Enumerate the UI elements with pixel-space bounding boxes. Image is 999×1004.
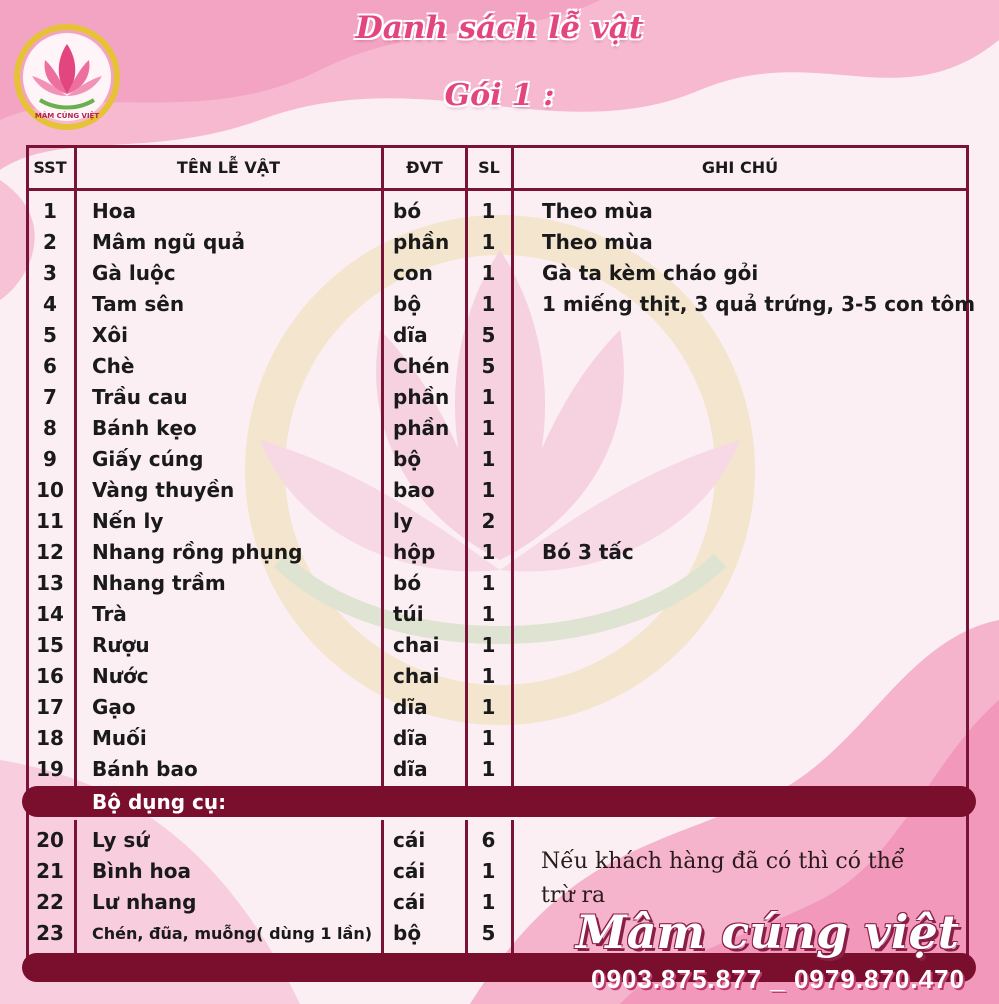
header-note: GHI CHÚ bbox=[701, 157, 779, 177]
item-unit: phần bbox=[393, 416, 450, 440]
item-number: 18 bbox=[36, 726, 64, 750]
header-name: TÊN LỄ VẬT bbox=[176, 157, 281, 177]
item-name: Gạo bbox=[92, 695, 136, 719]
item-number: 11 bbox=[36, 509, 64, 533]
item-number: 12 bbox=[36, 540, 64, 564]
item-quantity: 5 bbox=[481, 354, 496, 378]
item-unit: hộp bbox=[393, 540, 436, 564]
item-number: 3 bbox=[43, 261, 57, 285]
item-quantity: 1 bbox=[481, 695, 496, 719]
item-quantity: 1 bbox=[481, 726, 496, 750]
item-number: 9 bbox=[43, 447, 57, 471]
item-quantity: 1 bbox=[481, 447, 496, 471]
tools-section-title: Bộ dụng cụ: bbox=[92, 790, 227, 814]
item-quantity: 1 bbox=[481, 478, 496, 502]
item-unit: dĩa bbox=[393, 695, 428, 719]
item-number: 1 bbox=[43, 199, 57, 223]
item-number: 21 bbox=[36, 859, 64, 883]
table-row bbox=[26, 195, 969, 226]
item-name: Bình hoa bbox=[92, 859, 192, 883]
brand-name: Mâm cúng việt bbox=[575, 905, 959, 959]
item-number: 2 bbox=[43, 230, 57, 254]
item-number: 16 bbox=[36, 664, 64, 688]
item-quantity: 1 bbox=[481, 757, 496, 781]
item-quantity: 1 bbox=[481, 199, 496, 223]
item-unit: cái bbox=[393, 859, 426, 883]
item-quantity: 1 bbox=[481, 540, 496, 564]
item-number: 17 bbox=[36, 695, 64, 719]
item-name: Lư nhang bbox=[92, 890, 197, 914]
table-row bbox=[26, 381, 969, 412]
item-unit: cái bbox=[393, 828, 426, 852]
item-quantity: 6 bbox=[481, 828, 496, 852]
header-unit: ĐVT bbox=[406, 157, 443, 177]
item-unit: dĩa bbox=[393, 757, 428, 781]
item-unit: bó bbox=[393, 571, 422, 595]
table-row bbox=[26, 412, 969, 443]
item-unit: dĩa bbox=[393, 726, 428, 750]
table-row bbox=[26, 598, 969, 629]
item-number: 5 bbox=[43, 323, 57, 347]
item-unit: chai bbox=[393, 664, 440, 688]
item-number: 10 bbox=[36, 478, 64, 502]
header-qty: SL bbox=[478, 157, 500, 177]
item-name: Muối bbox=[92, 726, 147, 750]
offerings-table bbox=[26, 145, 976, 975]
item-number: 22 bbox=[36, 890, 64, 914]
phone-numbers[interactable]: 0903.875.877 _ 0979.870.470 bbox=[590, 964, 965, 994]
item-name: Vàng thuyền bbox=[92, 478, 235, 502]
table-row bbox=[26, 567, 969, 598]
item-number: 14 bbox=[36, 602, 64, 626]
item-name: Trầu cau bbox=[92, 385, 188, 409]
item-quantity: 1 bbox=[481, 571, 496, 595]
item-number: 7 bbox=[43, 385, 57, 409]
item-unit: phần bbox=[393, 385, 450, 409]
item-number: 20 bbox=[36, 828, 64, 852]
item-unit: bộ bbox=[393, 292, 422, 316]
item-unit: bó bbox=[393, 199, 422, 223]
item-number: 19 bbox=[36, 757, 64, 781]
item-unit: dĩa bbox=[393, 323, 428, 347]
tools-note: Nếu khách hàng đã có thì có thể trừ ra bbox=[541, 849, 905, 908]
table-row bbox=[26, 350, 969, 381]
item-name: Giấy cúng bbox=[92, 447, 204, 471]
table-row bbox=[26, 660, 969, 691]
item-quantity: 5 bbox=[481, 921, 496, 945]
table-row bbox=[26, 536, 969, 567]
item-quantity: 1 bbox=[481, 859, 496, 883]
item-quantity: 1 bbox=[481, 602, 496, 626]
item-name: Bánh kẹo bbox=[92, 416, 197, 440]
item-unit: ly bbox=[393, 509, 413, 533]
header-no: SST bbox=[33, 157, 67, 177]
table-row bbox=[26, 443, 969, 474]
item-quantity: 1 bbox=[481, 292, 496, 316]
table-row bbox=[26, 319, 969, 350]
item-number: 4 bbox=[43, 292, 57, 316]
item-name: Gà luộc bbox=[92, 261, 176, 285]
table-row bbox=[26, 474, 969, 505]
item-unit: bao bbox=[393, 478, 435, 502]
item-quantity: 1 bbox=[481, 664, 496, 688]
item-name: Nhang rồng phụng bbox=[92, 540, 303, 564]
item-note: Theo mùa bbox=[542, 199, 653, 223]
table-row bbox=[26, 257, 969, 288]
item-number: 13 bbox=[36, 571, 64, 595]
item-name: Tam sên bbox=[92, 292, 185, 316]
item-name: Rượu bbox=[92, 633, 150, 657]
item-note: 1 miếng thịt, 3 quả trứng, 3-5 con tôm bbox=[542, 292, 976, 316]
logo-brand-text: MÂM CÚNG VIỆT bbox=[34, 112, 100, 120]
item-note: Gà ta kèm cháo gỏi bbox=[542, 261, 759, 285]
item-note: Theo mùa bbox=[542, 230, 653, 254]
package-title: Gói 1 : bbox=[444, 78, 555, 113]
item-quantity: 1 bbox=[481, 385, 496, 409]
item-unit: con bbox=[393, 261, 433, 285]
item-quantity: 2 bbox=[481, 509, 496, 533]
table-row bbox=[26, 505, 969, 536]
item-unit: bộ bbox=[393, 447, 422, 471]
item-note: Bó 3 tấc bbox=[542, 540, 634, 564]
page-title: Danh sách lễ vật bbox=[355, 10, 644, 46]
item-quantity: 5 bbox=[481, 323, 496, 347]
table-row bbox=[26, 691, 969, 722]
item-unit: phần bbox=[393, 230, 450, 254]
item-unit: túi bbox=[393, 602, 424, 626]
item-quantity: 1 bbox=[481, 890, 496, 914]
item-name: Nến ly bbox=[92, 509, 164, 533]
item-quantity: 1 bbox=[481, 261, 496, 285]
item-name: Chè bbox=[92, 354, 135, 378]
table-row bbox=[26, 288, 976, 319]
item-unit: cái bbox=[393, 890, 426, 914]
item-quantity: 1 bbox=[481, 416, 496, 440]
item-quantity: 1 bbox=[481, 633, 496, 657]
item-name: Nước bbox=[92, 664, 149, 688]
item-name: Bánh bao bbox=[92, 757, 198, 781]
item-number: 15 bbox=[36, 633, 64, 657]
item-name: Xôi bbox=[92, 323, 129, 347]
table-row bbox=[26, 629, 969, 660]
table-row bbox=[26, 753, 969, 784]
item-quantity: 1 bbox=[481, 230, 496, 254]
tools-section-band bbox=[22, 786, 976, 817]
item-number: 23 bbox=[36, 921, 64, 945]
item-name: Nhang trầm bbox=[92, 571, 226, 595]
item-name: Trà bbox=[92, 602, 127, 626]
table-row bbox=[26, 722, 969, 753]
item-unit: bộ bbox=[393, 921, 422, 945]
table-row bbox=[26, 226, 969, 257]
item-number: 8 bbox=[43, 416, 57, 440]
item-number: 6 bbox=[43, 354, 57, 378]
item-unit: chai bbox=[393, 633, 440, 657]
item-name: Hoa bbox=[92, 199, 136, 223]
item-unit: Chén bbox=[393, 354, 450, 378]
item-name: Chén, đũa, muỗng( dùng 1 lần) bbox=[92, 924, 373, 943]
item-name: Mâm ngũ quả bbox=[92, 230, 246, 254]
item-name: Ly sứ bbox=[92, 828, 150, 852]
